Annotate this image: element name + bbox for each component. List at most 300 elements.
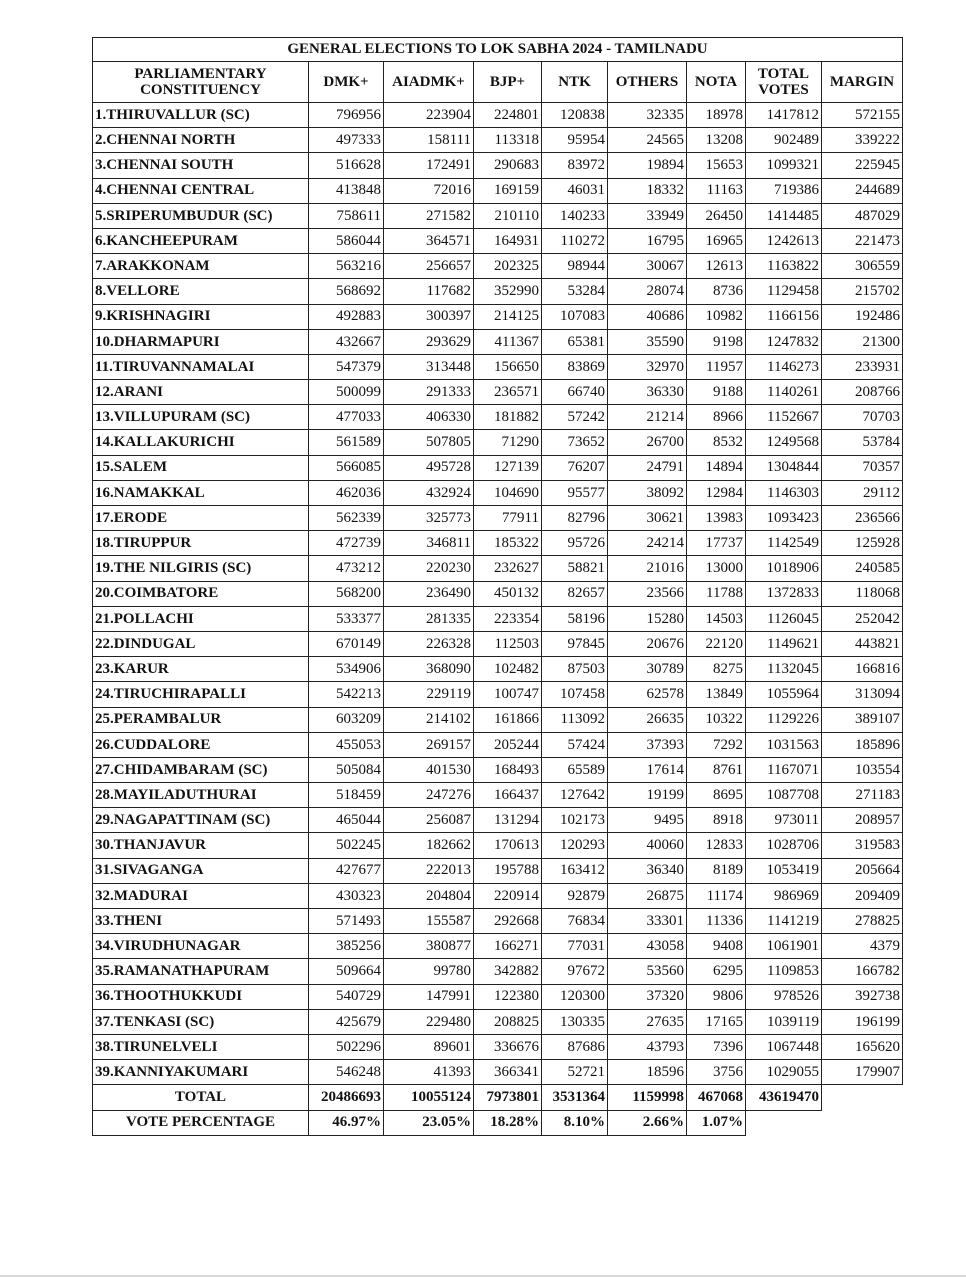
cell-margin: 4379 <box>822 934 903 959</box>
constituency-name: 26.CUDDALORE <box>93 732 309 757</box>
constituency-name: 33.THENI <box>93 909 309 934</box>
cell-total: 1141219 <box>746 909 822 934</box>
cell-total: 1053419 <box>746 858 822 883</box>
cell-ntk: 57242 <box>542 405 608 430</box>
table-body <box>93 103 903 1085</box>
cell-aiadmk: 364571 <box>384 228 474 253</box>
cell-others: 26635 <box>608 707 687 732</box>
cell-aiadmk: 247276 <box>384 783 474 808</box>
cell-dmk: 427677 <box>309 858 384 883</box>
constituency-name: 7.ARAKKONAM <box>93 254 309 279</box>
cell-total: 1087708 <box>746 783 822 808</box>
cell-aiadmk: 182662 <box>384 833 474 858</box>
cell-margin: 70703 <box>822 405 903 430</box>
cell-dmk: 758611 <box>309 203 384 228</box>
table-row <box>93 1034 903 1059</box>
cell-dmk: 432667 <box>309 329 384 354</box>
cell-total: 1249568 <box>746 430 822 455</box>
cell-aiadmk: 222013 <box>384 858 474 883</box>
cell-nota: 11336 <box>687 909 746 934</box>
cell-aiadmk: 507805 <box>384 430 474 455</box>
cell-bjp: 210110 <box>474 203 542 228</box>
cell-bjp: 366341 <box>474 1060 542 1085</box>
constituency-name: 21.POLLACHI <box>93 606 309 631</box>
cell-aiadmk: 147991 <box>384 984 474 1009</box>
cell-margin: 21300 <box>822 329 903 354</box>
cell-bjp: 450132 <box>474 581 542 606</box>
cell-margin: 319583 <box>822 833 903 858</box>
cell-others: 26875 <box>608 883 687 908</box>
cell-ntk: 95577 <box>542 480 608 505</box>
cell-nota: 16965 <box>687 228 746 253</box>
cell-total: 1149621 <box>746 631 822 656</box>
cell-margin: 225945 <box>822 153 903 178</box>
table-row <box>93 757 903 782</box>
cell-nota: 11957 <box>687 354 746 379</box>
cell-dmk: 472739 <box>309 531 384 556</box>
cell-nota: 9188 <box>687 380 746 405</box>
cell-bjp: 342882 <box>474 959 542 984</box>
cell-ntk: 97845 <box>542 631 608 656</box>
cell-nota: 13208 <box>687 128 746 153</box>
cell-dmk: 568692 <box>309 279 384 304</box>
cell-total: 1061901 <box>746 934 822 959</box>
cell-bjp: 131294 <box>474 808 542 833</box>
constituency-name: 15.SALEM <box>93 455 309 480</box>
election-results-table <box>92 37 903 1136</box>
table-row <box>93 531 903 556</box>
header-total-votes: TOTAL VOTES <box>746 62 822 103</box>
constituency-name: 27.CHIDAMBARAM (SC) <box>93 757 309 782</box>
pct-dmk: 46.97% <box>309 1110 384 1135</box>
cell-bjp: 161866 <box>474 707 542 732</box>
table-row <box>93 631 903 656</box>
cell-bjp: 290683 <box>474 153 542 178</box>
cell-others: 35590 <box>608 329 687 354</box>
constituency-name: 19.THE NILGIRIS (SC) <box>93 556 309 581</box>
cell-bjp: 77911 <box>474 506 542 531</box>
cell-total: 1414485 <box>746 203 822 228</box>
cell-margin: 53784 <box>822 430 903 455</box>
cell-total: 1132045 <box>746 657 822 682</box>
table-row <box>93 959 903 984</box>
cell-margin: 118068 <box>822 581 903 606</box>
cell-others: 37393 <box>608 732 687 757</box>
cell-others: 16795 <box>608 228 687 253</box>
cell-ntk: 87503 <box>542 657 608 682</box>
cell-dmk: 477033 <box>309 405 384 430</box>
cell-dmk: 563216 <box>309 254 384 279</box>
cell-total: 1028706 <box>746 833 822 858</box>
table-row <box>93 279 903 304</box>
cell-margin: 165620 <box>822 1034 903 1059</box>
cell-nota: 8695 <box>687 783 746 808</box>
cell-dmk: 561589 <box>309 430 384 455</box>
cell-nota: 10322 <box>687 707 746 732</box>
cell-dmk: 516628 <box>309 153 384 178</box>
pct-nota: 1.07% <box>687 1110 746 1135</box>
cell-total: 1167071 <box>746 757 822 782</box>
constituency-name: 29.NAGAPATTINAM (SC) <box>93 808 309 833</box>
cell-nota: 8189 <box>687 858 746 883</box>
constituency-name: 13.VILLUPURAM (SC) <box>93 405 309 430</box>
cell-margin: 278825 <box>822 909 903 934</box>
constituency-name: 39.KANNIYAKUMARI <box>93 1060 309 1085</box>
cell-aiadmk: 325773 <box>384 506 474 531</box>
total-others: 1159998 <box>608 1085 687 1110</box>
cell-ntk: 130335 <box>542 1009 608 1034</box>
cell-bjp: 164931 <box>474 228 542 253</box>
header-dmk: DMK+ <box>309 62 384 103</box>
cell-aiadmk: 346811 <box>384 531 474 556</box>
cell-margin: 233931 <box>822 354 903 379</box>
cell-total: 1417812 <box>746 103 822 128</box>
cell-bjp: 220914 <box>474 883 542 908</box>
cell-margin: 271183 <box>822 783 903 808</box>
cell-bjp: 127139 <box>474 455 542 480</box>
cell-others: 30067 <box>608 254 687 279</box>
cell-total: 1129226 <box>746 707 822 732</box>
cell-nota: 8918 <box>687 808 746 833</box>
constituency-name: 22.DINDUGAL <box>93 631 309 656</box>
cell-ntk: 66740 <box>542 380 608 405</box>
cell-total: 1242613 <box>746 228 822 253</box>
cell-ntk: 77031 <box>542 934 608 959</box>
header-aiadmk: AIADMK+ <box>384 62 474 103</box>
cell-others: 24791 <box>608 455 687 480</box>
cell-others: 9495 <box>608 808 687 833</box>
cell-aiadmk: 229119 <box>384 682 474 707</box>
table-row <box>93 808 903 833</box>
vote-percentage-row <box>93 1110 903 1135</box>
cell-nota: 13000 <box>687 556 746 581</box>
cell-aiadmk: 380877 <box>384 934 474 959</box>
table-row <box>93 405 903 430</box>
cell-others: 40060 <box>608 833 687 858</box>
table-row <box>93 556 903 581</box>
cell-ntk: 82796 <box>542 506 608 531</box>
header-constituency: PARLIAMENTARY CONSTITUENCY <box>93 62 309 103</box>
cell-aiadmk: 406330 <box>384 405 474 430</box>
cell-aiadmk: 271582 <box>384 203 474 228</box>
cell-dmk: 534906 <box>309 657 384 682</box>
pct-ntk: 8.10% <box>542 1110 608 1135</box>
cell-bjp: 156650 <box>474 354 542 379</box>
cell-others: 33949 <box>608 203 687 228</box>
total-dmk: 20486693 <box>309 1085 384 1110</box>
cell-bjp: 166437 <box>474 783 542 808</box>
table-row <box>93 455 903 480</box>
cell-margin: 192486 <box>822 304 903 329</box>
cell-bjp: 352990 <box>474 279 542 304</box>
cell-aiadmk: 291333 <box>384 380 474 405</box>
cell-dmk: 796956 <box>309 103 384 128</box>
cell-dmk: 546248 <box>309 1060 384 1085</box>
table-row <box>93 732 903 757</box>
cell-total: 1146303 <box>746 480 822 505</box>
cell-others: 26700 <box>608 430 687 455</box>
cell-dmk: 413848 <box>309 178 384 203</box>
cell-margin: 236566 <box>822 506 903 531</box>
cell-ntk: 65381 <box>542 329 608 354</box>
cell-margin: 205664 <box>822 858 903 883</box>
cell-nota: 17165 <box>687 1009 746 1034</box>
cell-nota: 10982 <box>687 304 746 329</box>
cell-nota: 8736 <box>687 279 746 304</box>
cell-bjp: 71290 <box>474 430 542 455</box>
cell-others: 27635 <box>608 1009 687 1034</box>
table-row <box>93 228 903 253</box>
cell-nota: 8532 <box>687 430 746 455</box>
cell-nota: 6295 <box>687 959 746 984</box>
table-title: GENERAL ELECTIONS TO LOK SABHA 2024 - TAMILNADU <box>93 38 903 62</box>
cell-others: 30621 <box>608 506 687 531</box>
cell-total: 1093423 <box>746 506 822 531</box>
cell-dmk: 473212 <box>309 556 384 581</box>
cell-bjp: 112503 <box>474 631 542 656</box>
cell-nota: 17737 <box>687 531 746 556</box>
cell-bjp: 232627 <box>474 556 542 581</box>
constituency-name: 1.THIRUVALLUR (SC) <box>93 103 309 128</box>
cell-others: 28074 <box>608 279 687 304</box>
cell-dmk: 430323 <box>309 883 384 908</box>
cell-margin: 179907 <box>822 1060 903 1085</box>
cell-ntk: 120293 <box>542 833 608 858</box>
cell-nota: 15653 <box>687 153 746 178</box>
column-header-row <box>93 62 903 103</box>
cell-others: 18332 <box>608 178 687 203</box>
cell-margin: 103554 <box>822 757 903 782</box>
header-ntk: NTK <box>542 62 608 103</box>
cell-ntk: 97672 <box>542 959 608 984</box>
table-row <box>93 1060 903 1085</box>
cell-aiadmk: 256657 <box>384 254 474 279</box>
cell-others: 19199 <box>608 783 687 808</box>
cell-total: 1146273 <box>746 354 822 379</box>
cell-aiadmk: 368090 <box>384 657 474 682</box>
cell-margin: 125928 <box>822 531 903 556</box>
constituency-name: 18.TIRUPPUR <box>93 531 309 556</box>
table-row <box>93 1009 903 1034</box>
cell-dmk: 509664 <box>309 959 384 984</box>
cell-bjp: 224801 <box>474 103 542 128</box>
cell-total: 973011 <box>746 808 822 833</box>
cell-total: 1142549 <box>746 531 822 556</box>
constituency-name: 38.TIRUNELVELI <box>93 1034 309 1059</box>
cell-margin: 29112 <box>822 480 903 505</box>
cell-total: 1055964 <box>746 682 822 707</box>
constituency-name: 11.TIRUVANNAMALAI <box>93 354 309 379</box>
cell-margin: 339222 <box>822 128 903 153</box>
cell-aiadmk: 300397 <box>384 304 474 329</box>
cell-ntk: 95726 <box>542 531 608 556</box>
cell-margin: 166782 <box>822 959 903 984</box>
cell-aiadmk: 41393 <box>384 1060 474 1085</box>
cell-nota: 8275 <box>687 657 746 682</box>
cell-ntk: 87686 <box>542 1034 608 1059</box>
empty-cell <box>746 1110 822 1135</box>
cell-others: 53560 <box>608 959 687 984</box>
total-aiadmk: 10055124 <box>384 1085 474 1110</box>
cell-total: 1126045 <box>746 606 822 631</box>
cell-aiadmk: 220230 <box>384 556 474 581</box>
cell-total: 986969 <box>746 883 822 908</box>
cell-others: 43793 <box>608 1034 687 1059</box>
table-row <box>93 103 903 128</box>
cell-aiadmk: 269157 <box>384 732 474 757</box>
constituency-name: 30.THANJAVUR <box>93 833 309 858</box>
cell-margin: 196199 <box>822 1009 903 1034</box>
table-row <box>93 128 903 153</box>
total-row <box>93 1085 903 1110</box>
cell-nota: 22120 <box>687 631 746 656</box>
cell-others: 62578 <box>608 682 687 707</box>
cell-bjp: 113318 <box>474 128 542 153</box>
cell-margin: 313094 <box>822 682 903 707</box>
cell-others: 43058 <box>608 934 687 959</box>
cell-aiadmk: 229480 <box>384 1009 474 1034</box>
cell-aiadmk: 72016 <box>384 178 474 203</box>
cell-dmk: 542213 <box>309 682 384 707</box>
cell-bjp: 208825 <box>474 1009 542 1034</box>
total-nota: 467068 <box>687 1085 746 1110</box>
cell-dmk: 547379 <box>309 354 384 379</box>
cell-others: 32335 <box>608 103 687 128</box>
constituency-name: 12.ARANI <box>93 380 309 405</box>
cell-ntk: 83869 <box>542 354 608 379</box>
constituency-name: 14.KALLAKURICHI <box>93 430 309 455</box>
cell-total: 1166156 <box>746 304 822 329</box>
cell-ntk: 76207 <box>542 455 608 480</box>
table-row <box>93 380 903 405</box>
cell-ntk: 107458 <box>542 682 608 707</box>
cell-aiadmk: 313448 <box>384 354 474 379</box>
cell-aiadmk: 223904 <box>384 103 474 128</box>
cell-total: 1129458 <box>746 279 822 304</box>
cell-margin: 209409 <box>822 883 903 908</box>
cell-others: 23566 <box>608 581 687 606</box>
cell-margin: 166816 <box>822 657 903 682</box>
constituency-name: 10.DHARMAPURI <box>93 329 309 354</box>
total-bjp: 7973801 <box>474 1085 542 1110</box>
constituency-name: 6.KANCHEEPURAM <box>93 228 309 253</box>
cell-nota: 18978 <box>687 103 746 128</box>
cell-aiadmk: 158111 <box>384 128 474 153</box>
cell-ntk: 107083 <box>542 304 608 329</box>
constituency-name: 17.ERODE <box>93 506 309 531</box>
cell-ntk: 102173 <box>542 808 608 833</box>
total-ntk: 3531364 <box>542 1085 608 1110</box>
cell-ntk: 57424 <box>542 732 608 757</box>
cell-margin: 244689 <box>822 178 903 203</box>
cell-dmk: 586044 <box>309 228 384 253</box>
cell-margin: 306559 <box>822 254 903 279</box>
table-row <box>93 153 903 178</box>
cell-total: 1372833 <box>746 581 822 606</box>
cell-bjp: 214125 <box>474 304 542 329</box>
constituency-name: 24.TIRUCHIRAPALLI <box>93 682 309 707</box>
header-margin: MARGIN <box>822 62 903 103</box>
cell-ntk: 82657 <box>542 581 608 606</box>
table-row <box>93 254 903 279</box>
constituency-name: 31.SIVAGANGA <box>93 858 309 883</box>
cell-dmk: 492883 <box>309 304 384 329</box>
cell-nota: 9408 <box>687 934 746 959</box>
cell-aiadmk: 281335 <box>384 606 474 631</box>
cell-ntk: 58196 <box>542 606 608 631</box>
cell-aiadmk: 495728 <box>384 455 474 480</box>
cell-margin: 392738 <box>822 984 903 1009</box>
cell-ntk: 127642 <box>542 783 608 808</box>
cell-aiadmk: 226328 <box>384 631 474 656</box>
cell-others: 36340 <box>608 858 687 883</box>
cell-others: 24214 <box>608 531 687 556</box>
cell-bjp: 236571 <box>474 380 542 405</box>
cell-total: 719386 <box>746 178 822 203</box>
constituency-name: 3.CHENNAI SOUTH <box>93 153 309 178</box>
constituency-name: 35.RAMANATHAPURAM <box>93 959 309 984</box>
cell-bjp: 202325 <box>474 254 542 279</box>
constituency-name: 4.CHENNAI CENTRAL <box>93 178 309 203</box>
cell-ntk: 163412 <box>542 858 608 883</box>
cell-ntk: 110272 <box>542 228 608 253</box>
cell-nota: 9806 <box>687 984 746 1009</box>
cell-bjp: 100747 <box>474 682 542 707</box>
cell-dmk: 670149 <box>309 631 384 656</box>
cell-dmk: 562339 <box>309 506 384 531</box>
table-row <box>93 304 903 329</box>
cell-bjp: 122380 <box>474 984 542 1009</box>
table-row <box>93 883 903 908</box>
table-row <box>93 682 903 707</box>
cell-ntk: 52721 <box>542 1060 608 1085</box>
cell-nota: 3756 <box>687 1060 746 1085</box>
cell-ntk: 58821 <box>542 556 608 581</box>
constituency-name: 8.VELLORE <box>93 279 309 304</box>
cell-nota: 7396 <box>687 1034 746 1059</box>
table-row <box>93 203 903 228</box>
constituency-name: 20.COIMBATORE <box>93 581 309 606</box>
table-row <box>93 934 903 959</box>
cell-nota: 26450 <box>687 203 746 228</box>
constituency-name: 32.MADURAI <box>93 883 309 908</box>
cell-others: 37320 <box>608 984 687 1009</box>
cell-total: 1304844 <box>746 455 822 480</box>
table-title-row <box>93 38 903 62</box>
cell-ntk: 120300 <box>542 984 608 1009</box>
cell-ntk: 92879 <box>542 883 608 908</box>
cell-others: 19894 <box>608 153 687 178</box>
pct-label: VOTE PERCENTAGE <box>93 1110 309 1135</box>
cell-dmk: 497333 <box>309 128 384 153</box>
pct-bjp: 18.28% <box>474 1110 542 1135</box>
cell-others: 21016 <box>608 556 687 581</box>
cell-total: 978526 <box>746 984 822 1009</box>
cell-bjp: 205244 <box>474 732 542 757</box>
table-row <box>93 833 903 858</box>
constituency-name: 36.THOOTHUKKUDI <box>93 984 309 1009</box>
cell-others: 32970 <box>608 354 687 379</box>
cell-aiadmk: 401530 <box>384 757 474 782</box>
cell-aiadmk: 293629 <box>384 329 474 354</box>
header-others: OTHERS <box>608 62 687 103</box>
cell-dmk: 571493 <box>309 909 384 934</box>
table-row <box>93 178 903 203</box>
table-row <box>93 480 903 505</box>
table-row <box>93 858 903 883</box>
empty-cell <box>822 1085 903 1110</box>
cell-ntk: 73652 <box>542 430 608 455</box>
